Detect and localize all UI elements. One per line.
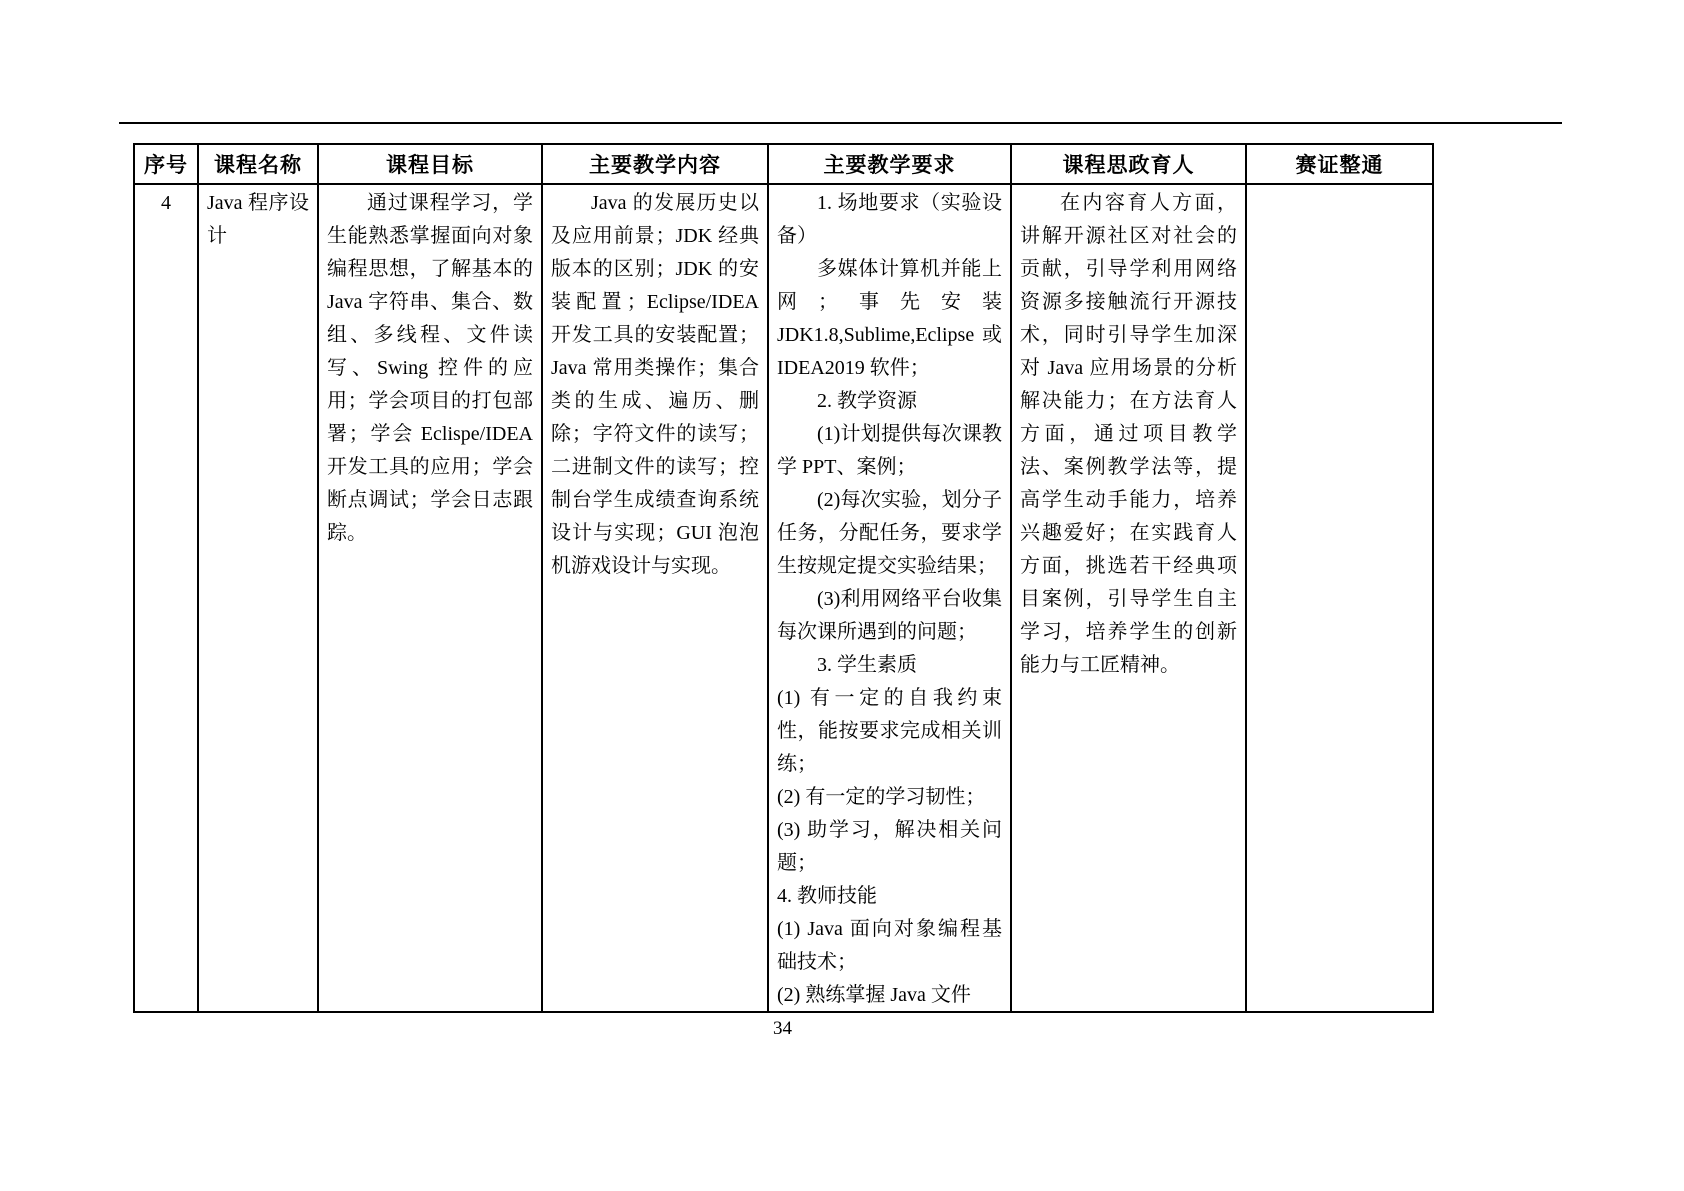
paragraph: 4. 教师技能 [777,885,877,907]
table-header-row [134,144,1433,184]
teaching-requirements-text [777,187,1002,1009]
cell-teaching-content [542,184,768,1012]
cell-index [134,184,198,1012]
course-table [133,143,1434,1013]
paragraph: 1. 场地要求（实验设备） [777,192,1002,247]
course-name-text: Java 程序设计 [207,192,309,247]
col-header-teaching-requirements: 主要教学要求 [768,144,1011,184]
cell-course-name [198,184,318,1012]
col-header-index: 序号 [134,144,198,184]
cell-objectives [318,184,542,1012]
ideology-text [1020,187,1237,682]
cell-certification [1246,184,1433,1012]
paragraph: 3. 学生素质 [817,654,917,676]
table-row [134,184,1433,1012]
paragraph: Java 的发展历史以及应用前景；JDK 经典版本的区别；JDK 的安装配置；Eclipse/IDEA 开发工具的安装配置；Java 常用类操作；集合类的生成、遍历、删除；字符文件的读写；二进制文件的读写；控制台学生成绩查询系统设计与实现；GUI 泡泡机游戏设计与实现。 [551,192,759,577]
cell-ideology [1011,184,1246,1012]
col-header-teaching-content: 主要教学内容 [542,144,768,184]
paragraph: (1) Java 面向对象编程基础技术； [777,918,1002,973]
cell-teaching-requirements [768,184,1011,1012]
col-header-objectives: 课程目标 [318,144,542,184]
paragraph: (1)计划提供每次课教学 PPT、案例； [777,423,1002,478]
col-header-course-name: 课程名称 [198,144,318,184]
paragraph: (3) 助学习，解决相关问题； [777,819,1002,874]
paragraph: 通过课程学习，学生能熟悉掌握面向对象编程思想，了解基本的 Java 字符串、集合、数组、多线程、文件读写、Swing 控件的应用；学会项目的打包部署；学会 Eclispe/IDEA 开发工具的应用；学会断点调试；学会日志跟踪。 [327,192,533,544]
objectives-text [327,187,533,550]
paragraph: 多媒体计算机并能上网；事先安装 JDK1.8,Sublime,Eclipse 或 IDEA2019 软件； [777,258,1002,379]
teaching-content-text [551,187,759,583]
paragraph: (2) 熟练掌握 Java 文件 [777,984,971,1006]
paragraph: 2. 教学资源 [817,390,917,412]
col-header-ideology: 课程思政育人 [1011,144,1246,184]
col-header-certification: 赛证整通 [1246,144,1433,184]
paragraph: (3)利用网络平台收集每次课所遇到的问题； [777,588,1002,643]
paragraph: (1) 有一定的自我约束性，能按要求完成相关训练； [777,687,1002,775]
paragraph: (2) 有一定的学习韧性； [777,786,986,808]
index-value: 4 [161,192,171,214]
page-number: 34 [773,1018,792,1039]
paragraph: 在内容育人方面，讲解开源社区对社会的贡献，引导学利用网络资源多接触流行开源技术，同时引导学生加深对 Java 应用场景的分析解决能力；在方法育人方面，通过项目教学法、案例教学法等，提高学生动手能力，培养兴趣爱好；在实践育人方面，挑选若干经典项目案例，引导学生自主学习，培养学生的创新能力与工匠精神。 [1020,192,1237,676]
page-header-rule [119,122,1562,124]
paragraph: (2)每次实验，划分子任务，分配任务，要求学生按规定提交实验结果； [777,489,1002,577]
